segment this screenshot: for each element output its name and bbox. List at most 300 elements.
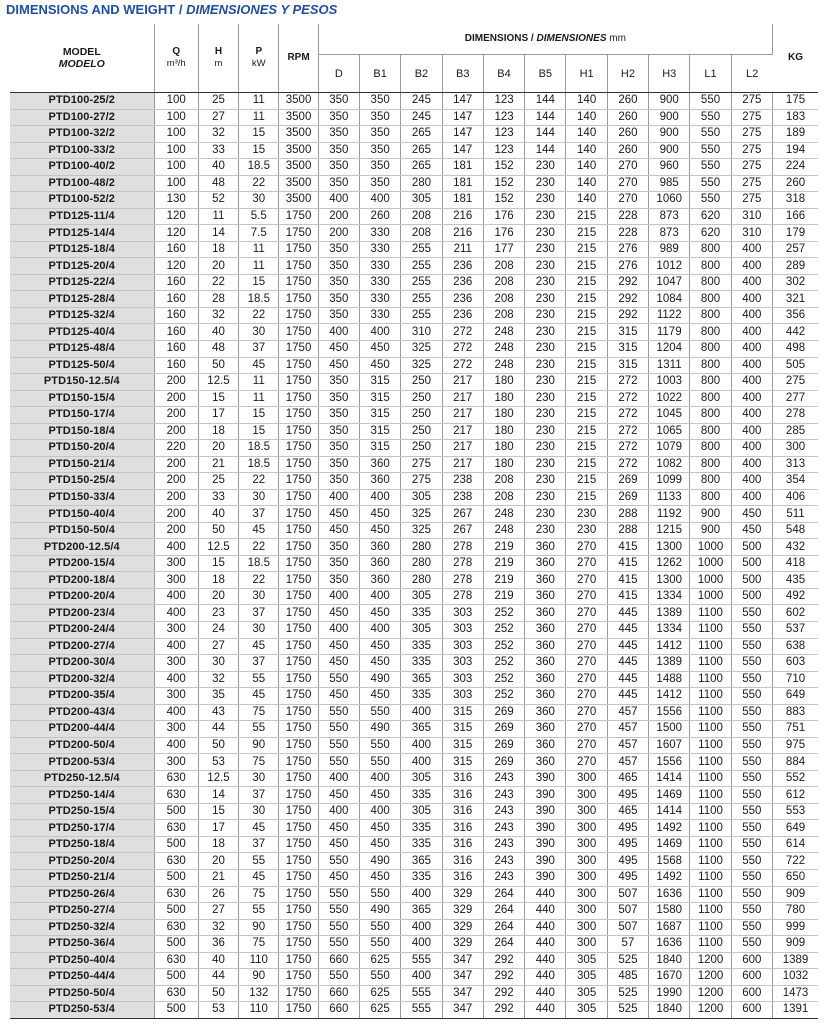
value-cell: 495 [607,853,648,870]
value-cell: 11 [239,258,279,275]
value-cell: 485 [607,969,648,986]
value-cell: 270 [566,638,607,655]
value-cell: 230 [525,357,566,374]
model-cell: PTD125-32/4 [10,307,154,324]
value-cell: 335 [401,869,442,886]
value-cell: 17 [198,407,238,424]
model-cell: PTD100-52/2 [10,192,154,209]
value-cell: 330 [360,258,401,275]
model-cell: PTD250-32/4 [10,919,154,936]
value-cell: 1750 [279,936,318,953]
value-cell: 1100 [690,704,731,721]
value-cell: 275 [401,473,442,490]
value-cell: 316 [442,787,483,804]
table-row [10,787,818,804]
table-row [10,357,818,374]
value-cell: 390 [525,803,566,820]
value-cell: 1100 [690,903,731,920]
table-row [10,622,818,639]
value-cell: 315 [360,390,401,407]
value-cell: 495 [607,820,648,837]
value-cell: 350 [360,175,401,192]
value-cell: 335 [401,836,442,853]
value-cell: 238 [442,489,483,506]
model-cell: PTD250-14/4 [10,787,154,804]
value-cell: 630 [154,886,198,903]
value-cell: 1750 [279,985,318,1002]
value-cell: 270 [566,671,607,688]
value-cell: 194 [773,142,818,159]
value-cell: 800 [690,423,731,440]
value-cell: 230 [525,274,566,291]
value-cell: 230 [525,192,566,209]
model-cell: PTD250-53/4 [10,1002,154,1019]
value-cell: 330 [360,274,401,291]
value-cell: 236 [442,291,483,308]
table-row [10,473,818,490]
value-cell: 347 [442,952,483,969]
value-cell: 445 [607,638,648,655]
value-cell: 300 [566,869,607,886]
table-row [10,919,818,936]
value-cell: 22 [239,473,279,490]
value-cell: 1750 [279,903,318,920]
value-cell: 45 [239,638,279,655]
value-cell: 250 [401,423,442,440]
value-cell: 30 [239,622,279,639]
value-cell: 55 [239,853,279,870]
value-cell: 490 [360,721,401,738]
value-cell: 132 [239,985,279,1002]
value-cell: 1300 [649,572,690,589]
value-cell: 450 [318,655,359,672]
table-row [10,159,818,176]
value-cell: 1003 [649,374,690,391]
value-cell: 37 [239,787,279,804]
value-cell: 360 [525,605,566,622]
value-cell: 90 [239,969,279,986]
value-cell: 243 [483,803,524,820]
value-cell: 550 [360,754,401,771]
model-cell: PTD100-32/2 [10,126,154,143]
value-cell: 300 [566,803,607,820]
value-cell: 22 [239,307,279,324]
header-rpm-label: RPM [287,52,310,63]
value-cell: 400 [154,539,198,556]
header-dim-h1: H1 [566,55,607,93]
value-cell: 492 [773,588,818,605]
value-cell: 500 [154,936,198,953]
value-cell: 236 [442,274,483,291]
model-cell: PTD200-32/4 [10,671,154,688]
value-cell: 350 [318,390,359,407]
value-cell: 200 [154,407,198,424]
title-italic: DIMENSIONES Y PESOS [186,2,338,17]
model-cell: PTD100-25/2 [10,93,154,110]
value-cell: 200 [154,374,198,391]
value-cell: 140 [566,109,607,126]
value-cell: 630 [154,985,198,1002]
value-cell: 18.5 [239,440,279,457]
value-cell: 230 [525,506,566,523]
value-cell: 15 [239,274,279,291]
value-cell: 152 [483,159,524,176]
value-cell: 3500 [279,159,318,176]
value-cell: 450 [360,506,401,523]
value-cell: 360 [360,456,401,473]
value-cell: 1750 [279,357,318,374]
table-row [10,126,818,143]
value-cell: 537 [773,622,818,639]
value-cell: 1100 [690,820,731,837]
value-cell: 292 [483,1002,524,1019]
value-cell: 270 [607,159,648,176]
value-cell: 217 [442,374,483,391]
header-model-es: MODELO [58,58,105,70]
value-cell: 176 [483,208,524,225]
model-cell: PTD250-36/4 [10,936,154,953]
value-cell: 278 [442,555,483,572]
value-cell: 500 [154,869,198,886]
value-cell: 450 [360,605,401,622]
value-cell: 1412 [649,638,690,655]
header-model [10,24,154,93]
value-cell: 75 [239,704,279,721]
value-cell: 257 [773,241,818,258]
value-cell: 1750 [279,1002,318,1019]
value-cell: 217 [442,440,483,457]
value-cell: 350 [318,274,359,291]
value-cell: 12.5 [198,770,238,787]
table-row [10,555,818,572]
value-cell: 230 [525,473,566,490]
value-cell: 292 [607,291,648,308]
value-cell: 550 [690,109,731,126]
value-cell: 350 [318,93,359,110]
value-cell: 325 [401,357,442,374]
value-cell: 550 [731,853,772,870]
value-cell: 490 [360,853,401,870]
value-cell: 215 [566,456,607,473]
value-cell: 555 [401,952,442,969]
value-cell: 400 [154,671,198,688]
value-cell: 270 [566,539,607,556]
value-cell: 440 [525,936,566,953]
value-cell: 350 [318,126,359,143]
value-cell: 152 [483,192,524,209]
value-cell: 400 [318,489,359,506]
model-cell: PTD150-18/4 [10,423,154,440]
value-cell: 230 [525,208,566,225]
value-cell: 975 [773,737,818,754]
value-cell: 1750 [279,208,318,225]
value-cell: 230 [525,175,566,192]
value-cell: 450 [360,522,401,539]
value-cell: 525 [607,952,648,969]
value-cell: 1032 [773,969,818,986]
value-cell: 1750 [279,770,318,787]
value-cell: 800 [690,307,731,324]
value-cell: 350 [318,159,359,176]
value-cell: 360 [525,754,566,771]
value-cell: 40 [198,506,238,523]
value-cell: 15 [239,142,279,159]
value-cell: 450 [360,688,401,705]
value-cell: 500 [154,1002,198,1019]
value-cell: 550 [318,919,359,936]
value-cell: 883 [773,704,818,721]
value-cell: 316 [442,869,483,886]
value-cell: 660 [318,1002,359,1019]
value-cell: 450 [318,605,359,622]
value-cell: 166 [773,208,818,225]
value-cell: 303 [442,605,483,622]
value-cell: 440 [525,903,566,920]
model-cell: PTD150-25/4 [10,473,154,490]
value-cell: 18.5 [239,555,279,572]
value-cell: 208 [483,307,524,324]
value-cell: 37 [239,340,279,357]
value-cell: 660 [318,985,359,1002]
value-cell: 230 [525,340,566,357]
value-cell: 400 [360,192,401,209]
value-cell: 278 [442,572,483,589]
value-cell: 350 [318,539,359,556]
value-cell: 450 [318,820,359,837]
value-cell: 1840 [649,1002,690,1019]
value-cell: 27 [198,109,238,126]
value-cell: 292 [607,274,648,291]
value-cell: 600 [731,969,772,986]
value-cell: 300 [566,820,607,837]
value-cell: 17 [198,820,238,837]
value-cell: 360 [525,721,566,738]
value-cell: 45 [239,869,279,886]
value-cell: 100 [154,142,198,159]
value-cell: 140 [566,175,607,192]
value-cell: 275 [731,142,772,159]
value-cell: 215 [566,291,607,308]
value-cell: 603 [773,655,818,672]
value-cell: 440 [525,886,566,903]
value-cell: 217 [442,423,483,440]
value-cell: 272 [442,324,483,341]
value-cell: 216 [442,225,483,242]
table-row [10,225,818,242]
value-cell: 1200 [690,985,731,1002]
value-cell: 3500 [279,192,318,209]
value-cell: 400 [401,969,442,986]
model-cell: PTD250-40/4 [10,952,154,969]
value-cell: 1750 [279,572,318,589]
value-cell: 1750 [279,605,318,622]
value-cell: 250 [401,374,442,391]
value-cell: 285 [773,423,818,440]
value-cell: 400 [731,423,772,440]
value-cell: 445 [607,605,648,622]
value-cell: 722 [773,853,818,870]
value-cell: 269 [483,704,524,721]
value-cell: 44 [198,969,238,986]
table-row [10,109,818,126]
table-row [10,969,818,986]
value-cell: 550 [318,737,359,754]
value-cell: 255 [401,291,442,308]
value-cell: 550 [318,886,359,903]
value-cell: 1100 [690,622,731,639]
value-cell: 5.5 [239,208,279,225]
value-cell: 270 [566,622,607,639]
model-cell: PTD250-27/4 [10,903,154,920]
value-cell: 450 [731,522,772,539]
value-cell: 292 [483,952,524,969]
value-cell: 620 [690,208,731,225]
value-cell: 1750 [279,638,318,655]
value-cell: 450 [360,655,401,672]
value-cell: 200 [154,456,198,473]
value-cell: 300 [154,754,198,771]
value-cell: 315 [360,407,401,424]
value-cell: 1100 [690,721,731,738]
value-cell: 305 [566,969,607,986]
value-cell: 800 [690,407,731,424]
table-row [10,886,818,903]
value-cell: 200 [154,423,198,440]
value-cell: 1750 [279,704,318,721]
header-dim-h2: H2 [607,55,648,93]
value-cell: 450 [318,836,359,853]
header-p-label: P [255,46,263,57]
value-cell: 270 [607,192,648,209]
value-cell: 1750 [279,952,318,969]
value-cell: 40 [198,952,238,969]
value-cell: 347 [442,1002,483,1019]
value-cell: 330 [360,241,401,258]
value-cell: 1750 [279,456,318,473]
value-cell: 217 [442,456,483,473]
value-cell: 208 [401,225,442,242]
value-cell: 335 [401,655,442,672]
value-cell: 1079 [649,440,690,457]
header-dim-b2: B2 [401,55,442,93]
value-cell: 630 [154,820,198,837]
value-cell: 265 [401,142,442,159]
table-row [10,539,818,556]
value-cell: 1840 [649,952,690,969]
value-cell: 400 [401,919,442,936]
value-cell: 550 [360,737,401,754]
value-cell: 230 [525,423,566,440]
value-cell: 303 [442,638,483,655]
value-cell: 15 [198,803,238,820]
value-cell: 11 [239,93,279,110]
value-cell: 315 [360,440,401,457]
value-cell: 180 [483,440,524,457]
value-cell: 649 [773,688,818,705]
value-cell: 1099 [649,473,690,490]
value-cell: 400 [731,489,772,506]
value-cell: 550 [360,704,401,721]
value-cell: 270 [566,555,607,572]
value-cell: 269 [607,489,648,506]
header-q-label: Q [172,46,181,57]
value-cell: 625 [360,952,401,969]
value-cell: 1262 [649,555,690,572]
value-cell: 292 [483,985,524,1002]
value-cell: 20 [198,258,238,275]
value-cell: 390 [525,853,566,870]
value-cell: 37 [239,506,279,523]
value-cell: 1750 [279,291,318,308]
value-cell: 400 [731,324,772,341]
value-cell: 360 [525,704,566,721]
value-cell: 180 [483,374,524,391]
value-cell: 181 [442,175,483,192]
value-cell: 264 [483,886,524,903]
value-cell: 11 [198,208,238,225]
table-row [10,489,818,506]
table-row [10,588,818,605]
value-cell: 900 [649,142,690,159]
value-cell: 140 [566,93,607,110]
value-cell: 350 [318,374,359,391]
value-cell: 300 [566,787,607,804]
value-cell: 440 [525,919,566,936]
table-row [10,605,818,622]
value-cell: 30 [239,588,279,605]
value-cell: 800 [690,258,731,275]
value-cell: 550 [731,638,772,655]
value-cell: 224 [773,159,818,176]
value-cell: 200 [154,506,198,523]
header-dim-b4: B4 [483,55,524,93]
value-cell: 276 [607,258,648,275]
model-cell: PTD250-50/4 [10,985,154,1002]
value-cell: 1311 [649,357,690,374]
value-cell: 445 [607,622,648,639]
value-cell: 32 [198,307,238,324]
value-cell: 1750 [279,274,318,291]
value-cell: 1670 [649,969,690,986]
value-cell: 248 [483,324,524,341]
value-cell: 215 [566,208,607,225]
value-cell: 330 [360,307,401,324]
value-cell: 18.5 [239,456,279,473]
value-cell: 365 [401,721,442,738]
value-cell: 335 [401,638,442,655]
value-cell: 36 [198,936,238,953]
value-cell: 245 [401,109,442,126]
table-row [10,655,818,672]
value-cell: 450 [360,787,401,804]
value-cell: 960 [649,159,690,176]
value-cell: 228 [607,225,648,242]
value-cell: 630 [154,787,198,804]
value-cell: 305 [566,1002,607,1019]
header-h-label: H [214,46,223,57]
value-cell: 215 [566,241,607,258]
value-cell: 228 [607,208,648,225]
value-cell: 465 [607,803,648,820]
value-cell: 550 [731,622,772,639]
value-cell: 1750 [279,473,318,490]
value-cell: 33 [198,142,238,159]
value-cell: 35 [198,688,238,705]
model-cell: PTD100-27/2 [10,109,154,126]
value-cell: 230 [525,390,566,407]
value-cell: 1750 [279,555,318,572]
value-cell: 260 [607,142,648,159]
